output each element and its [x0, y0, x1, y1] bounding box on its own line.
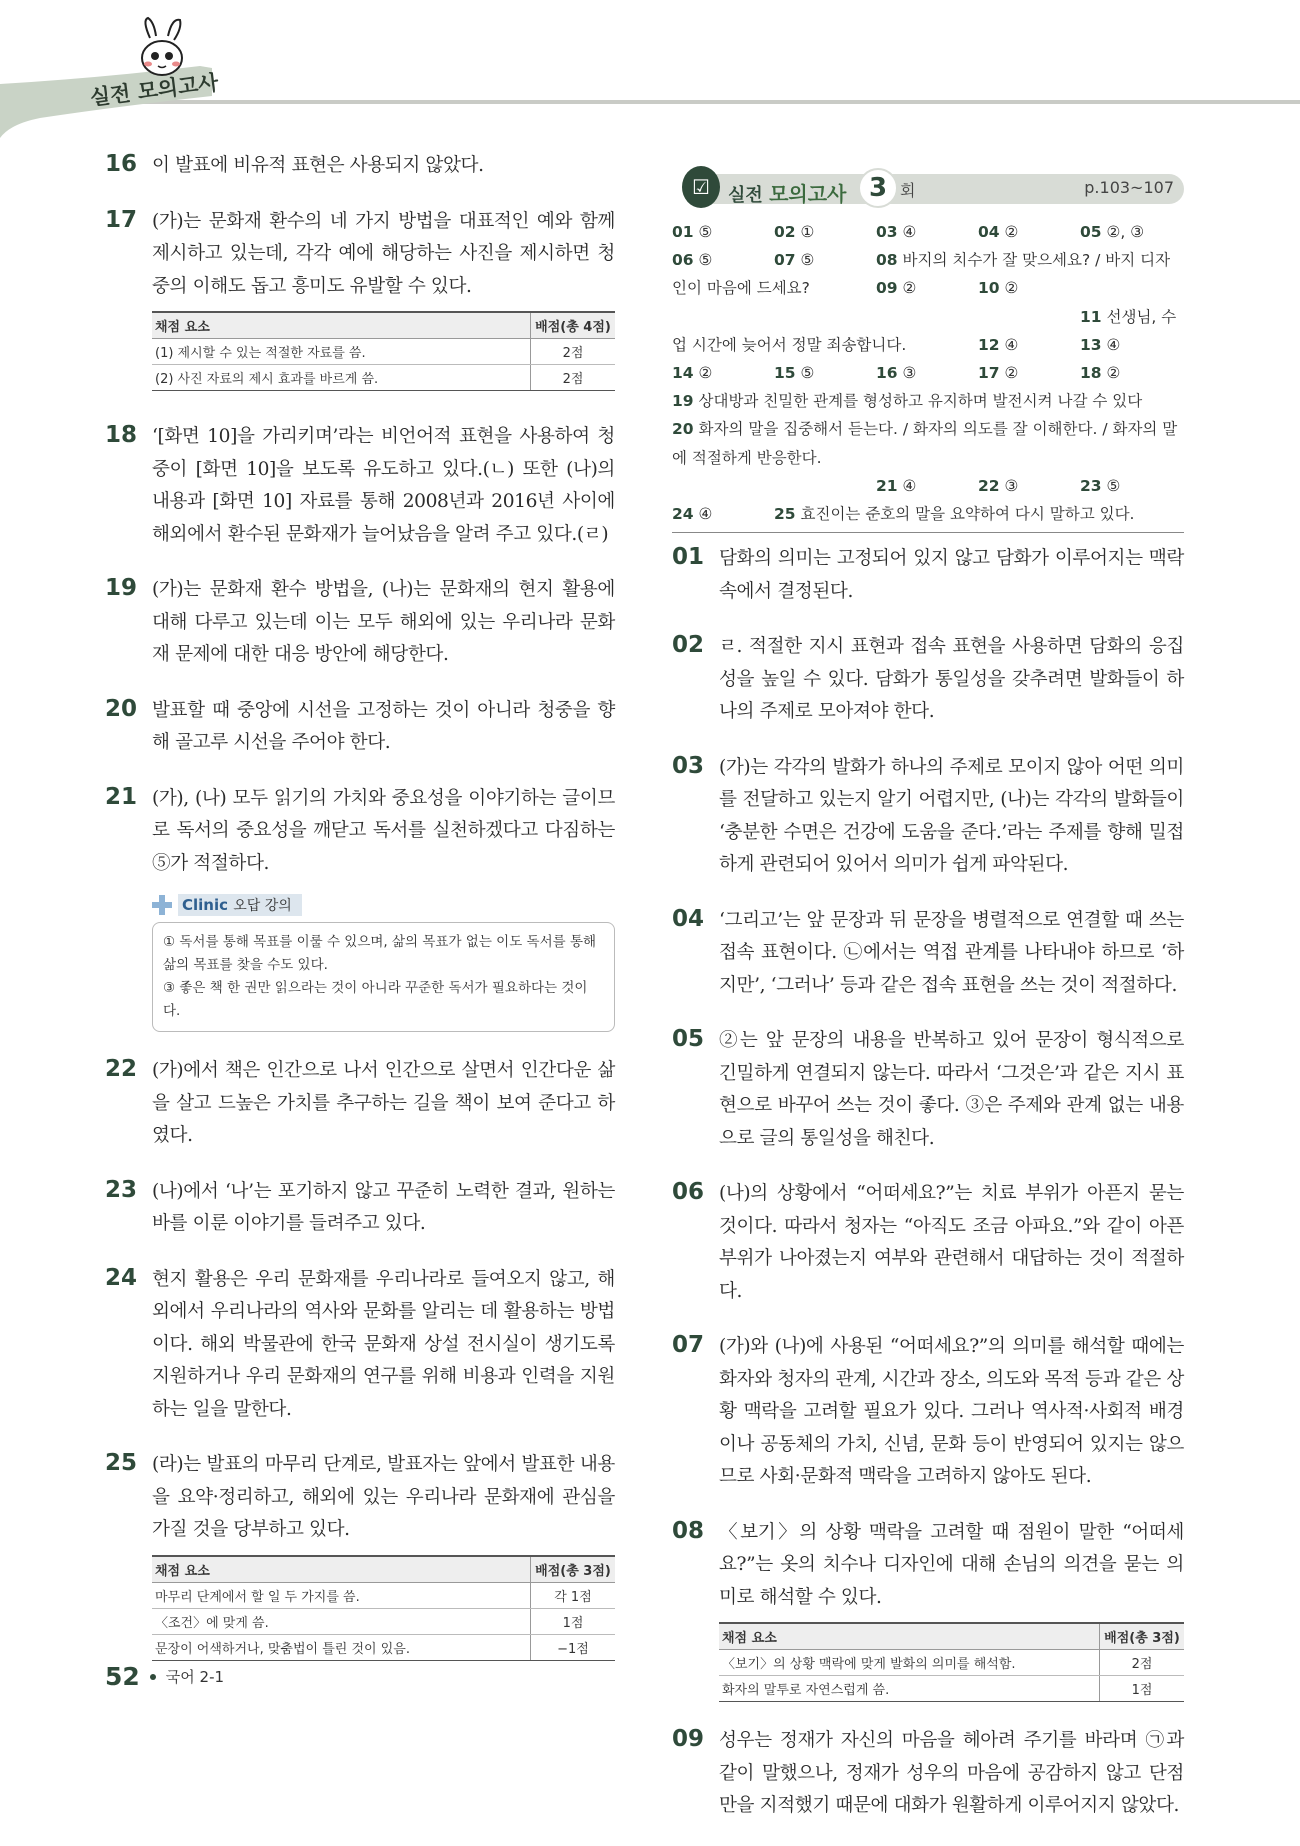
item-text: 발표할 때 중앙에 시선을 고정하는 것이 아니라 청중을 향해 골고루 시선을 주어야 한다.: [152, 699, 615, 753]
answer-value: ②: [902, 279, 917, 298]
answer-row: [672, 500, 1184, 528]
answer-number: 15: [774, 364, 796, 383]
answer-key: [672, 218, 1184, 533]
clipboard-icon: ☑: [682, 166, 720, 208]
scoring-table-08: [719, 1622, 1184, 1702]
explanation-r09: [672, 1725, 1184, 1823]
answer-number: 04: [978, 223, 1000, 241]
clinic-label: [178, 894, 302, 916]
page-range: p.103~107: [1084, 178, 1174, 197]
right-column: [672, 166, 1184, 1846]
answer-number: 12: [978, 335, 1000, 354]
answer-number: 07: [774, 251, 796, 270]
table-header: 배점(총 3점): [1100, 1623, 1185, 1650]
answer-value: ②, ③: [1106, 223, 1145, 241]
answer-value: ④: [902, 476, 917, 495]
answer-item: [1080, 359, 1184, 387]
explanation-r05: [672, 1025, 1184, 1155]
answer-item: [672, 472, 774, 500]
answer-item: [1080, 472, 1184, 500]
answer-number: 13: [1080, 335, 1102, 354]
answer-item: [774, 500, 1184, 528]
table-header: 배점(총 3점): [531, 1556, 616, 1583]
answer-row: [672, 218, 1184, 246]
answer-value: 바지의 치수가 잘 맞으세요? / 바지 디자인이 마음에 드세요?: [672, 251, 1171, 298]
answer-item-20: [672, 415, 1184, 471]
answer-number: 16: [876, 364, 898, 383]
answer-value: ③: [1004, 476, 1019, 495]
answer-item: [978, 472, 1080, 500]
explanation-r01: [672, 543, 1184, 608]
item-number: 23: [105, 1176, 138, 1203]
answer-number: 08: [876, 251, 898, 270]
item-text: 이 발표에 비유적 표현은 사용되지 않았다.: [152, 155, 484, 176]
table-row: [152, 1608, 615, 1634]
table-cell: 〈조건〉에 맞게 씀.: [152, 1608, 531, 1634]
answer-number: 09: [876, 279, 898, 298]
table-row: [152, 1582, 615, 1608]
item-text: 현지 활용은 우리 문화재를 우리나라로 들여오지 않고, 해외에서 우리나라의 역사와 문화를 알리는 데 활용하는 방법이다. 해외 박물관에 한국 문화재 상설 전시실이 생기도록 지원하거나 우리 문화재의 연구를 위해 비용과 인력을 지원하는 일을 말한다.: [152, 1268, 615, 1420]
answer-block: [672, 415, 1184, 471]
item-number: 09: [672, 1726, 705, 1753]
explanation-23: [105, 1176, 615, 1241]
item-number: 20: [105, 695, 138, 722]
item-text: ②는 앞 문장의 내용을 반복하고 있어 문장이 형식적으로 긴밀하게 연결되지 않는다. 따라서 ‘그것은’과 같은 지시 표현으로 바꾸어 쓰는 것이 좋다. ③은 주제와 관계 없는 내용으로 글의 통일성을 해친다.: [719, 1030, 1184, 1149]
answer-number: 18: [1080, 364, 1102, 383]
item-text: 성우는 정재가 자신의 마음을 헤아려 주기를 바라며 ㉠과 같이 말했으나, 정재가 성우의 마음에 공감하지 않고 단점만을 지적했기 때문에 대화가 원활하게 이루어지지 않았다.: [719, 1730, 1184, 1817]
answer-number: 22: [978, 476, 1000, 495]
answer-number: 11: [1080, 307, 1102, 326]
clinic-box: [152, 894, 615, 1032]
item-number: 18: [105, 422, 138, 448]
page-number: 52: [105, 1662, 140, 1691]
answer-item: [672, 218, 774, 246]
answer-number: 14: [672, 364, 694, 383]
answer-value: ②: [1004, 364, 1019, 383]
table-cell: 2점: [1100, 1650, 1185, 1676]
item-text: (라)는 발표의 마무리 단계로, 발표자는 앞에서 발표한 내용을 요약·정리하고, 해외에 있는 우리나라 문화재에 관심을 가질 것을 당부하고 있다.: [152, 1454, 615, 1540]
item-text: (가)에서 책은 인간으로 나서 인간으로 살면서 인간다운 삶을 살고 드높은 가치를 추구하는 길을 책이 보여 준다고 하였다.: [152, 1060, 615, 1146]
item-text: ‘[화면 10]을 가리키며’라는 비언어적 표현을 사용하여 청중이 [화면 10]을 보도록 유도하고 있다.(ㄴ) 또한 (나)의 내용과 [화면 10] 자료를 통해 2008년과 2016년 사이에 해외에서 환수된 문화재가 늘어났음을 알려 주고 있다.(ㄹ): [152, 426, 615, 545]
page-footer: [105, 1662, 224, 1691]
explanation-22: [105, 1055, 615, 1153]
answer-item: [774, 359, 876, 387]
answer-value: 효진이는 준호의 말을 요약하여 다시 말하고 있다.: [800, 505, 1135, 524]
explanation-18: [105, 421, 615, 551]
table-cell: 1점: [531, 1608, 616, 1634]
answer-item-19: [672, 387, 1184, 415]
answer-item: [978, 218, 1080, 246]
clinic-content: [152, 922, 615, 1032]
answer-value: ②: [1004, 223, 1019, 241]
item-text: 담화의 의미는 고정되어 있지 않고 담화가 이루어지는 맥락 속에서 결정된다.: [719, 548, 1184, 602]
answer-item: [774, 218, 876, 246]
answer-value: ③: [902, 364, 917, 383]
item-text: (가)는 문화재 환수 방법을, (나)는 문화재의 현지 활용에 대해 다루고 있는데 이는 모두 해외에 있는 우리나라 문화재 문제에 대한 대응 방안에 해당한다.: [152, 579, 615, 665]
item-text: (가), (나) 모두 읽기의 가치와 중요성을 이야기하는 글이므로 독서의 중요성을 깨닫고 독서를 실천하겠다고 다짐하는 ⑤가 적절하다.: [152, 787, 615, 874]
answer-value: ①: [800, 223, 815, 241]
answer-number: 24: [672, 505, 694, 524]
table-cell: 마무리 단계에서 할 일 두 가지를 씀.: [152, 1582, 531, 1608]
title-prefix: 실전: [728, 185, 763, 206]
explanation-r07: [672, 1331, 1184, 1494]
answer-row: [672, 359, 1184, 387]
answer-item: [672, 246, 774, 274]
answer-item: [672, 500, 774, 528]
table-cell: 〈보기〉의 상황 맥락에 맞게 발화의 의미를 해석함.: [719, 1650, 1100, 1676]
answer-item: [876, 359, 978, 387]
item-text: (가)는 각각의 발화가 하나의 주제로 모이지 않아 어떤 의미를 전달하고 있는지 알기 어렵지만, (나)는 각각의 발화들이 ‘충분한 수면은 건강에 도움을 준다.’라는 주제를 향해 밀접하게 관련되어 있어서 의미가 쉽게 파악된다.: [719, 756, 1184, 876]
table-cell: −1점: [531, 1634, 616, 1660]
table-cell: 화자의 말투로 자연스럽게 씀.: [719, 1676, 1100, 1702]
scoring-table-25: [152, 1555, 615, 1661]
item-number: 05: [672, 1026, 705, 1053]
explanation-16: [105, 150, 615, 183]
answer-value: ②: [1106, 364, 1121, 383]
section-title: 실전 모의고사: [88, 70, 220, 110]
answer-item: [876, 274, 978, 302]
explanation-20: [105, 695, 615, 760]
item-number: 03: [672, 752, 705, 779]
answer-block: [672, 303, 1184, 359]
item-number: 16: [105, 151, 138, 177]
left-column: [105, 150, 615, 1684]
table-cell: 1점: [1100, 1676, 1185, 1702]
answer-value: ⑤: [698, 223, 713, 241]
answer-item: [978, 359, 1080, 387]
item-number: 06: [672, 1179, 705, 1206]
answer-number: 23: [1080, 476, 1102, 495]
item-number: 07: [672, 1332, 705, 1359]
round-number: 3: [858, 168, 898, 208]
plus-icon: [152, 895, 172, 915]
explanation-19: [105, 574, 615, 672]
item-text: 〈보기〉의 상황 맥락을 고려할 때 점원이 말한 “어떠세요?”는 옷의 치수나 디자인에 대해 손님의 의견을 묻는 의미로 해석할 수 있다.: [719, 1521, 1184, 1608]
answer-value: ⑤: [698, 251, 713, 270]
table-row: [719, 1650, 1184, 1676]
clinic-subtitle: 오답 강의: [233, 898, 292, 914]
answer-value: ②: [1004, 279, 1019, 298]
item-text: (가)와 (나)에 사용된 “어떠세요?”의 의미를 해석할 때에는 화자와 청자의 관계, 시간과 장소, 의도와 목적 등과 같은 상황 맥락을 고려할 필요가 있다. 그러나 역사적·사회적 배경이나 공동체의 가치, 신념, 문화 등이 반영되어 있지는 않으므로 사회·문화적 맥락을 고려하지 않아도 된다.: [719, 1336, 1184, 1488]
answer-value: 상대방과 친밀한 관계를 형성하고 유지하며 발전시켜 나갈 수 있다: [698, 392, 1143, 411]
answer-item: [672, 359, 774, 387]
answer-number: 03: [876, 223, 898, 241]
item-text: ㄹ. 적절한 지시 표현과 접속 표현을 사용하면 담화의 응집성을 높일 수 있다. 담화가 통일성을 갖추려면 발화들이 하나의 주제로 모아져야 한다.: [719, 636, 1184, 723]
answer-value: ④: [902, 223, 917, 241]
answer-item: [876, 218, 978, 246]
table-cell: 2점: [531, 365, 616, 391]
table-row: [152, 339, 615, 365]
item-number: 08: [672, 1517, 705, 1544]
book-title: 국어 2-1: [165, 1668, 225, 1686]
answer-value: ②: [698, 364, 713, 383]
item-number: 21: [105, 783, 138, 810]
item-number: 17: [105, 206, 138, 233]
answer-item: [1080, 218, 1184, 246]
scoring-table-17: [152, 311, 615, 391]
table-cell: 2점: [531, 339, 616, 365]
answer-value: ④: [698, 505, 713, 524]
answer-number: 06: [672, 251, 694, 270]
answer-item: [1080, 331, 1182, 359]
item-number: 04: [672, 905, 705, 932]
item-number: 25: [105, 1450, 138, 1476]
item-text: (나)에서 ‘나’는 포기하지 않고 꾸준히 노력한 결과, 원하는 바를 이룬 이야기를 들려주고 있다.: [152, 1180, 615, 1234]
answer-number: 19: [672, 392, 694, 411]
answer-number: 05: [1080, 223, 1102, 241]
table-cell: 문장이 어색하거나, 맞춤법이 틀린 것이 있음.: [152, 1634, 531, 1660]
item-number: 02: [672, 632, 705, 659]
table-cell: (1) 제시할 수 있는 적절한 자료를 씀.: [152, 339, 531, 365]
answer-item: [978, 274, 1080, 302]
explanation-25: [105, 1449, 615, 1661]
answer-value: 화자의 말을 집중해서 듣는다. / 화자의 의도를 잘 이해한다. / 화자의 말에 적절하게 반응한다.: [672, 420, 1178, 467]
answer-value: ⑤: [800, 364, 815, 383]
explanation-r04: [672, 905, 1184, 1003]
answer-key-header: [672, 166, 1184, 212]
table-row: [152, 1634, 615, 1660]
title-main: 모의고사: [769, 182, 847, 206]
item-text: (가)는 문화재 환수의 네 가지 방법을 대표적인 예와 함께 제시하고 있는데, 각각 예에 해당하는 사진을 제시하면 청중의 이해도 돕고 흥미도 유발할 수 있다.: [152, 210, 615, 297]
table-row: [152, 365, 615, 391]
answer-value: ④: [1004, 335, 1019, 354]
explanation-17: [105, 206, 615, 392]
item-number: 19: [105, 575, 138, 601]
answer-number: 25: [774, 505, 796, 524]
explanation-24: [105, 1264, 615, 1427]
answer-value: ⑤: [800, 251, 815, 270]
clinic-title: Clinic: [182, 896, 229, 914]
footer-dot: [150, 1674, 156, 1680]
table-header: 채점 요소: [719, 1623, 1100, 1650]
clinic-line: ③ 좋은 책 한 권만 읽으라는 것이 아니라 꾸준한 독서가 필요하다는 것이다.: [163, 980, 588, 1019]
table-header: 채점 요소: [152, 1556, 531, 1583]
item-text: (나)의 상황에서 “어떠세요?”는 치료 부위가 아픈지 묻는 것이다. 따라서 청자는 “아직도 조금 아파요.”와 같이 아픈 부위가 나아졌는지 여부와 관련해서 대답하는 것이 적절하다.: [719, 1183, 1184, 1302]
item-number: 22: [105, 1056, 138, 1082]
explanation-r06: [672, 1178, 1184, 1308]
explanation-r03: [672, 752, 1184, 882]
answer-item: [978, 331, 1080, 359]
table-cell: 각 1점: [531, 1582, 616, 1608]
answer-item: [774, 472, 876, 500]
table-header: 채점 요소: [152, 312, 531, 339]
answer-number: 21: [876, 476, 898, 495]
answer-item: [774, 246, 876, 274]
item-number: 01: [672, 544, 705, 571]
explanation-r02: [672, 631, 1184, 729]
clinic-line: ① 독서를 통해 목표를 이룰 수 있으며, 삶의 목표가 없는 이도 독서를 통해 삶의 목표를 찾을 수도 있다.: [163, 934, 597, 973]
answer-number: 02: [774, 223, 796, 241]
clinic-header: [152, 894, 615, 916]
item-text: ‘그리고’는 앞 문장과 뒤 문장을 병렬적으로 연결할 때 쓰는 접속 표현이다. ㉡에서는 역접 관계를 나타내야 하므로 ‘하지만’, ‘그러나’ 등과 같은 접속 표현을 쓰는 것이 적절하다.: [719, 909, 1184, 996]
table-header: 배점(총 4점): [531, 312, 616, 339]
table-cell: (2) 사진 자료의 제시 효과를 바르게 씀.: [152, 365, 531, 391]
answer-number: 17: [978, 364, 1000, 383]
explanation-21: [105, 783, 615, 1033]
item-number: 24: [105, 1264, 138, 1291]
answer-block: [672, 246, 1184, 302]
answer-value: ④: [1106, 335, 1121, 354]
answer-value: 선생님, 수업 시간에 늦어서 정말 죄송합니다.: [672, 307, 1177, 354]
answer-value: ⑤: [1106, 476, 1121, 495]
answer-key-title: [728, 178, 846, 207]
round-suffix: 회: [900, 181, 916, 200]
answer-item: [876, 472, 978, 500]
explanation-r08: [672, 1517, 1184, 1703]
answer-row: [672, 472, 1184, 500]
answer-number: 01: [672, 223, 694, 241]
answer-number: 10: [978, 279, 1000, 298]
table-row: [719, 1676, 1184, 1702]
answer-number: 20: [672, 420, 694, 439]
